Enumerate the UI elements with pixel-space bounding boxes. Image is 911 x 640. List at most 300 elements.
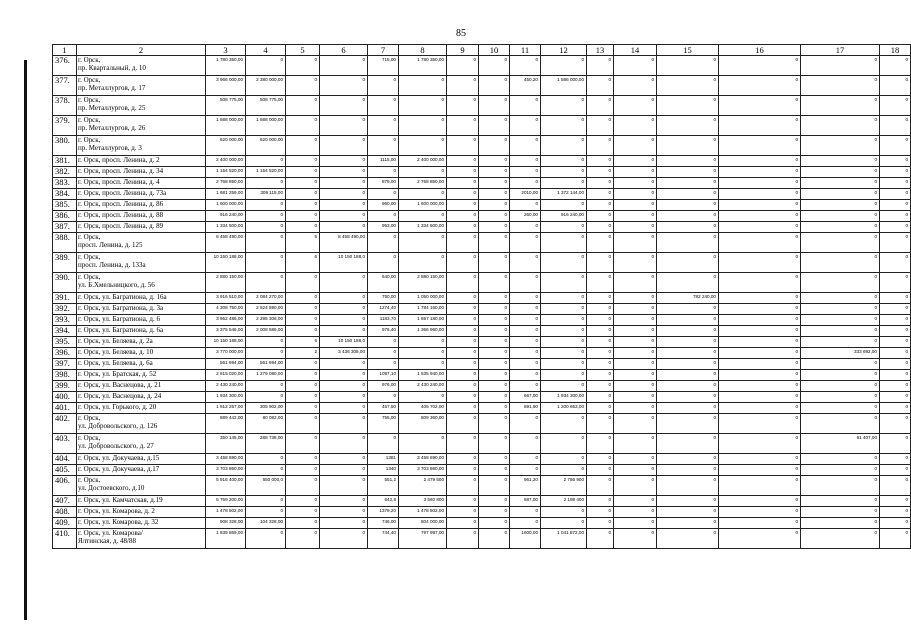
value-cell-col-16: 0 [719,454,801,465]
address-line: ул. Добровольского, д. 27 [78,442,154,450]
value-cell-col-14: 0 [614,178,657,189]
value-cell-col-7: 976,00 [368,381,399,392]
value-cell-col-8: 2 430 240,00 [399,381,447,392]
row-number: 387. [53,222,77,233]
value-cell-col-17: 0 [801,392,880,403]
value-cell-col-4: 0 [246,381,286,392]
value-cell-col-3: 1 912 257,00 [206,403,246,414]
value-cell-col-4: 0 [246,273,286,293]
value-cell-col-18: 0 [880,116,911,136]
value-cell-col-9: 0 [447,434,479,454]
value-cell-col-13: 0 [587,136,614,156]
address-line: г. Орск, [78,253,101,261]
value-cell-col-10: 0 [479,96,510,116]
value-cell-col-18: 0 [880,381,911,392]
value-cell-col-14: 0 [614,304,657,315]
value-cell-col-11: 0 [510,370,541,381]
value-cell-col-18: 0 [880,273,911,293]
row-number: 383. [53,178,77,189]
value-cell-col-16: 0 [719,253,801,273]
value-cell-col-6: 0 [320,392,368,403]
value-cell-col-5: 0 [286,414,320,434]
value-cell-col-9: 0 [447,359,479,370]
row-number: 407. [53,496,77,507]
register-table [52,44,911,549]
value-cell-col-11: 0 [510,348,541,359]
value-cell-col-8: 2 479 500 [399,476,447,496]
value-cell-col-13: 0 [587,156,614,167]
value-cell-col-11: 0 [510,293,541,304]
row-number: 389. [53,253,77,273]
value-cell-col-16: 0 [719,136,801,156]
value-cell-col-4: 0 [246,200,286,211]
address-line: ул. Добровольского, д. 126 [78,422,158,430]
table-row [53,56,911,76]
value-cell-col-14: 0 [614,403,657,414]
value-cell-col-9: 0 [447,76,479,96]
address-line: г. Орск, ул. Багратиона, д. 16а [78,293,167,301]
value-cell-col-12: 0 [541,200,587,211]
value-cell-col-14: 0 [614,200,657,211]
value-cell-col-16: 0 [719,96,801,116]
value-cell-col-10: 0 [479,326,510,337]
value-cell-col-15: 0 [657,233,719,253]
value-cell-col-18: 0 [880,167,911,178]
value-cell-col-6: 0 [320,434,368,454]
value-cell-col-16: 0 [719,414,801,434]
value-cell-col-11: 0 [510,167,541,178]
address-cell [77,76,206,96]
value-cell-col-17: 0 [801,381,880,392]
address-cell [77,476,206,496]
value-cell-col-14: 0 [614,507,657,518]
address-line: г. Орск, ул. Васнецова, д. 24 [78,392,162,400]
value-cell-col-6: 0 [320,136,368,156]
address-cell [77,414,206,434]
value-cell-col-16: 0 [719,233,801,253]
address-line: г. Орск, [78,96,101,104]
column-header-12: 12 [541,45,587,56]
table-row [53,518,911,529]
value-cell-col-11: 0 [510,56,541,76]
address-line: пр. Металлургов, д. 17 [78,84,146,92]
value-cell-col-13: 0 [587,518,614,529]
value-cell-col-18: 0 [880,96,911,116]
value-cell-col-11: 0 [510,178,541,189]
address-line: пр. Металлургов, д. 3 [78,144,142,152]
value-cell-col-3: 1 681 259,00 [206,189,246,200]
value-cell-col-7: 0 [368,167,399,178]
value-cell-col-4: 0 [246,156,286,167]
value-cell-col-17: 0 [801,414,880,434]
table-row [53,392,911,403]
address-line: г. Орск, ул. Докучаева, д.15 [78,454,160,462]
value-cell-col-15: 0 [657,136,719,156]
value-cell-col-4: 2 295 306,00 [246,315,286,326]
column-header-15: 15 [657,45,719,56]
value-cell-col-15: 0 [657,403,719,414]
address-line: г. Орск, [78,116,101,124]
value-cell-col-11: 450,20 [510,76,541,96]
value-cell-col-17: 0 [801,326,880,337]
row-number: 384. [53,189,77,200]
column-header-6: 6 [320,45,368,56]
address-cell [77,370,206,381]
value-cell-col-15: 0 [657,454,719,465]
value-cell-col-11: 0 [510,273,541,293]
value-cell-col-18: 0 [880,507,911,518]
value-cell-col-13: 0 [587,76,614,96]
value-cell-col-18: 0 [880,304,911,315]
value-cell-col-4: 2 524 590,00 [246,304,286,315]
value-cell-col-4: 80 082,00 [246,414,286,434]
value-cell-col-5: 0 [286,359,320,370]
value-cell-col-7: 551,2 [368,476,399,496]
value-cell-col-15: 0 [657,253,719,273]
address-cell [77,211,206,222]
value-cell-col-4: 0 [246,465,286,476]
value-cell-col-16: 0 [719,200,801,211]
value-cell-col-10: 0 [479,414,510,434]
value-cell-col-6: 0 [320,454,368,465]
value-cell-col-14: 0 [614,381,657,392]
value-cell-col-3: 2 880 150,00 [206,273,246,293]
table-row [53,381,911,392]
value-cell-col-7: 0 [368,253,399,273]
value-cell-col-14: 0 [614,315,657,326]
value-cell-col-15: 0 [657,381,719,392]
value-cell-col-14: 0 [614,529,657,549]
value-cell-col-12: 2 786 900 [541,476,587,496]
value-cell-col-15: 0 [657,76,719,96]
address-line: г. Орск, [78,434,101,442]
value-cell-col-15: 0 [657,178,719,189]
table-row [53,414,911,434]
value-cell-col-18: 0 [880,434,911,454]
value-cell-col-10: 0 [479,476,510,496]
value-cell-col-3: 889 442,00 [206,414,246,434]
value-cell-col-3: 908 328,00 [206,518,246,529]
value-cell-col-15: 0 [657,156,719,167]
column-header-5: 5 [286,45,320,56]
value-cell-col-3: 350 145,00 [206,434,246,454]
column-header-3: 3 [206,45,246,56]
value-cell-col-6: 0 [320,359,368,370]
value-cell-col-13: 0 [587,454,614,465]
table-row [53,222,911,233]
value-cell-col-6: 0 [320,370,368,381]
address-line: г. Орск, [78,233,101,241]
value-cell-col-12: 0 [541,337,587,348]
value-cell-col-9: 0 [447,156,479,167]
value-cell-col-15: 0 [657,116,719,136]
value-cell-col-6: 0 [320,304,368,315]
value-cell-col-7: 1379,20 [368,507,399,518]
value-cell-col-14: 0 [614,273,657,293]
value-cell-col-5: 2 [286,348,320,359]
value-cell-col-18: 0 [880,529,911,549]
value-cell-col-18: 0 [880,211,911,222]
address-line: г. Орск, ул. Комарова, д. 32 [78,518,159,526]
value-cell-col-3: 3 916 510,00 [206,293,246,304]
address-line: г. Орск, [78,56,101,64]
value-cell-col-13: 0 [587,348,614,359]
value-cell-col-14: 0 [614,116,657,136]
value-cell-col-18: 0 [880,76,911,96]
row-number: 399. [53,381,77,392]
value-cell-col-15: 0 [657,326,719,337]
value-cell-col-4: 0 [246,253,286,273]
value-cell-col-12: 0 [541,359,587,370]
value-cell-col-18: 0 [880,518,911,529]
address-line: г. Орск, ул. Горького, д. 20 [78,403,157,411]
address-line: г. Орск, ул. Комарова/ [78,529,143,537]
value-cell-col-17: 0 [801,304,880,315]
value-cell-col-9: 0 [447,465,479,476]
value-cell-col-5: 0 [286,381,320,392]
value-cell-col-4: 0 [246,233,286,253]
value-cell-col-16: 0 [719,496,801,507]
value-cell-col-11: 0 [510,326,541,337]
value-cell-col-11: 0 [510,136,541,156]
address-line: г. Орск, ул. Камчатская, д.19 [78,496,163,504]
address-cell [77,381,206,392]
value-cell-col-9: 0 [447,116,479,136]
value-cell-col-18: 0 [880,359,911,370]
value-cell-col-13: 0 [587,337,614,348]
value-cell-col-4: 0 [246,392,286,403]
value-cell-col-17: 0 [801,273,880,293]
value-cell-col-15: 0 [657,465,719,476]
table-row [53,315,911,326]
table-row [53,476,911,496]
value-cell-col-9: 0 [447,370,479,381]
value-cell-col-7: 953,00 [368,222,399,233]
value-cell-col-6: 0 [320,189,368,200]
value-cell-col-12: 0 [541,273,587,293]
address-cell [77,434,206,454]
value-cell-col-5: 0 [286,465,320,476]
value-cell-col-5: 0 [286,518,320,529]
value-cell-col-7: 0 [368,96,399,116]
value-cell-col-16: 0 [719,381,801,392]
value-cell-col-4: 2 008 586,00 [246,326,286,337]
value-cell-col-8: 0 [399,348,447,359]
address-line: пр. Квартальный, д. 10 [78,64,146,72]
table-row [53,167,911,178]
table-row [53,465,911,476]
address-cell [77,326,206,337]
value-cell-col-14: 0 [614,167,657,178]
value-cell-col-9: 0 [447,403,479,414]
value-cell-col-15: 0 [657,222,719,233]
value-cell-col-15: 0 [657,507,719,518]
table-row [53,403,911,414]
row-number: 395. [53,337,77,348]
address-cell [77,156,206,167]
address-cell [77,56,206,76]
row-number: 406. [53,476,77,496]
value-cell-col-16: 0 [719,403,801,414]
value-cell-col-10: 0 [479,200,510,211]
value-cell-col-13: 0 [587,507,614,518]
value-cell-col-4: 309 115,00 [246,189,286,200]
value-cell-col-13: 0 [587,381,614,392]
value-cell-col-4: 305 902,00 [246,403,286,414]
value-cell-col-18: 0 [880,178,911,189]
value-cell-col-6: 0 [320,222,368,233]
value-cell-col-8: 3 458 690,00 [399,454,447,465]
value-cell-col-9: 0 [447,253,479,273]
value-cell-col-7: 640,00 [368,273,399,293]
value-cell-col-11: 0 [510,454,541,465]
value-cell-col-18: 0 [880,233,911,253]
value-cell-col-6: 0 [320,96,368,116]
value-cell-col-14: 0 [614,293,657,304]
value-cell-col-11: 0 [510,253,541,273]
value-cell-col-12: 0 [541,56,587,76]
address-line: ул. Б.Хмельницкого, д. 56 [78,281,155,289]
value-cell-col-9: 0 [447,222,479,233]
value-cell-col-15: 0 [657,211,719,222]
value-cell-col-7: 1340 [368,465,399,476]
address-cell [77,315,206,326]
address-line: г. Орск, ул. Багратиона, д. 6а [78,326,164,334]
table-row [53,211,911,222]
value-cell-col-9: 0 [447,211,479,222]
value-cell-col-8: 0 [399,167,447,178]
value-cell-col-5: 0 [286,293,320,304]
value-cell-col-4: 104 328,00 [246,518,286,529]
value-cell-col-11: 0 [510,337,541,348]
value-cell-col-11: 0 [510,414,541,434]
value-cell-col-17: 0 [801,136,880,156]
value-cell-col-10: 0 [479,273,510,293]
value-cell-col-17: 0 [801,211,880,222]
column-number-header [53,45,911,56]
address-line: г. Орск, просп. Ленина, д. 86 [78,200,164,208]
value-cell-col-14: 0 [614,359,657,370]
value-cell-col-14: 0 [614,96,657,116]
column-header-2: 2 [77,45,206,56]
value-cell-col-16: 0 [719,304,801,315]
value-cell-col-8: 0 [399,434,447,454]
address-cell [77,403,206,414]
value-cell-col-17: 0 [801,359,880,370]
value-cell-col-5: 0 [286,529,320,549]
column-header-1: 1 [53,45,77,56]
value-cell-col-11: 0 [510,156,541,167]
value-cell-col-9: 0 [447,392,479,403]
value-cell-col-16: 0 [719,167,801,178]
value-cell-col-7: 879,00 [368,178,399,189]
address-cell [77,96,206,116]
value-cell-col-8: 1 050 000,00 [399,293,447,304]
value-cell-col-15: 0 [657,189,719,200]
value-cell-col-18: 0 [880,370,911,381]
row-number: 409. [53,518,77,529]
value-cell-col-6: 0 [320,315,368,326]
value-cell-col-10: 0 [479,76,510,96]
value-cell-col-17: 0 [801,293,880,304]
value-cell-col-9: 0 [447,337,479,348]
address-cell [77,518,206,529]
value-cell-col-5: 0 [286,167,320,178]
value-cell-col-14: 0 [614,348,657,359]
table-row [53,76,911,96]
value-cell-col-8: 1 600 000,00 [399,200,447,211]
value-cell-col-13: 0 [587,273,614,293]
value-cell-col-7: 744,40 [368,529,399,549]
row-number: 391. [53,293,77,304]
value-cell-col-10: 0 [479,136,510,156]
table-row [53,178,911,189]
table-row [53,529,911,549]
value-cell-col-13: 0 [587,222,614,233]
value-cell-col-7: 976,40 [368,326,399,337]
column-header-8: 8 [399,45,447,56]
row-number: 385. [53,200,77,211]
value-cell-col-17: 0 [801,465,880,476]
value-cell-col-4: 0 [246,337,286,348]
value-cell-col-11: 0 [510,359,541,370]
value-cell-col-5: 0 [286,156,320,167]
value-cell-col-18: 0 [880,293,911,304]
value-cell-col-11: 0 [510,304,541,315]
value-cell-col-3: 1 478 502,00 [206,507,246,518]
value-cell-col-17: 0 [801,476,880,496]
value-cell-col-17: 0 [801,403,880,414]
value-cell-col-16: 0 [719,189,801,200]
value-cell-col-3: 1 839 869,00 [206,529,246,549]
value-cell-col-10: 0 [479,370,510,381]
value-cell-col-18: 0 [880,315,911,326]
address-line: просп. Ленина, д. 133а [78,261,146,269]
address-line: г. Орск, ул. Васнецова, д. 21 [78,381,162,389]
value-cell-col-7: 0 [368,211,399,222]
row-number: 382. [53,167,77,178]
value-cell-col-10: 0 [479,359,510,370]
value-cell-col-5: 6 [286,337,320,348]
table-row [53,96,911,116]
value-cell-col-14: 0 [614,476,657,496]
address-line: г. Орск, просп. Ленина, д. 73а [78,189,167,197]
value-cell-col-15: 0 [657,273,719,293]
value-cell-col-16: 0 [719,116,801,136]
value-cell-col-7: 0 [368,348,399,359]
value-cell-col-4: 288 738,00 [246,434,286,454]
value-cell-col-5: 0 [286,370,320,381]
value-cell-col-15: 0 [657,304,719,315]
value-cell-col-3: 3 458 690,00 [206,454,246,465]
value-cell-col-4: 1 688 000,00 [246,116,286,136]
value-cell-col-14: 0 [614,454,657,465]
value-cell-col-6: 0 [320,414,368,434]
value-cell-col-13: 0 [587,465,614,476]
row-number: 386. [53,211,77,222]
value-cell-col-13: 0 [587,496,614,507]
address-line: г. Орск, ул. Беляева, д. 6а [78,359,153,367]
column-header-4: 4 [246,45,286,56]
value-cell-col-18: 0 [880,136,911,156]
address-line: г. Орск, ул. Комарова, д. 2 [78,507,155,515]
address-cell [77,293,206,304]
address-line: Ялтинская, д. 48/88 [78,537,136,545]
row-number: 390. [53,273,77,293]
value-cell-col-10: 0 [479,337,510,348]
value-cell-col-16: 0 [719,434,801,454]
value-cell-col-4: 620 000,00 [246,136,286,156]
